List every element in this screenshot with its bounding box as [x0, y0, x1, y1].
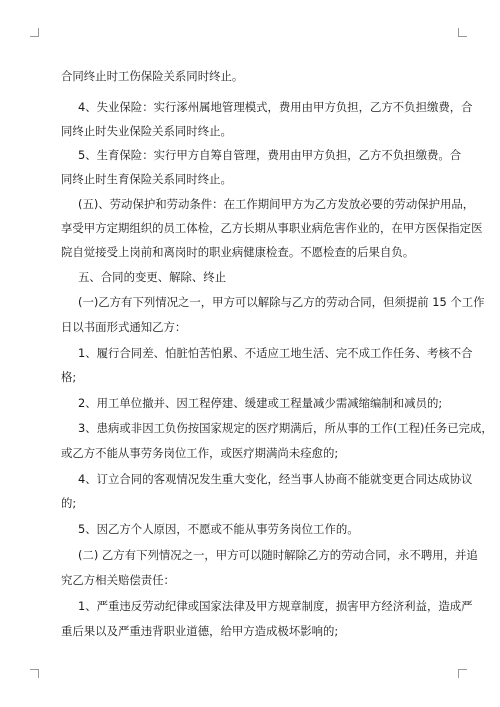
- text-line: 同终止时失业保险关系同时终止。: [61, 124, 232, 138]
- text-line: 合同终止时工伤保险关系同时终止。: [61, 69, 244, 83]
- text-line: 1、履行合同差、怕脏怕苦怕累、不适应工地生活、完不成工作任务、考核不合: [78, 346, 473, 360]
- text-line: 或乙方不能从事劳务岗位工作，或医疗期满尚未痊愈的;: [61, 446, 339, 460]
- text-line: 4、失业保险：实行涿州属地管理模式，费用由甲方负担，乙方不负担缴费，合: [78, 100, 473, 114]
- text-line: 享受甲方定期组织的员工体检，乙方长期从事职业病危害作业的，在甲方医保指定医: [61, 221, 483, 235]
- text-line: 日以书面形式通知乙方：: [61, 320, 187, 334]
- text-line: (二) 乙方有下列情况之一，甲方可以随时解除乙方的劳动合同，永不聘用，并追: [78, 548, 478, 562]
- text-line: (五)、劳动保护和劳动条件：在工作期间甲方为乙方发放必要的劳动保护用品，: [78, 197, 475, 211]
- text-line: 5、生育保险：实行甲方自筹自管理，费用由甲方负担，乙方不负担缴费。合: [78, 148, 462, 162]
- text-line: 的;: [61, 496, 77, 510]
- text-line: 院自觉接受上岗前和离岗时的职业病健康检查。不愿检查的后果自负。: [61, 245, 415, 259]
- text-line: 4、订立合同的客观情况发生重大变化，经当事人协商不能就变更合同达成协议: [78, 472, 473, 486]
- text-line: 同终止时生育保险关系同时终止。: [61, 172, 232, 186]
- text-line: 5、因乙方个人原因，不愿或不能从事劳务岗位工作的。: [78, 522, 359, 536]
- text-line: (一)乙方有下列情况之一，甲方可以解除与乙方的劳动合同，但须提前 15 个工作: [78, 295, 485, 309]
- text-line: 3、患病或非因工负伤按国家规定的医疗期满后，所从事的工作(工程)任务已完成，: [78, 421, 493, 435]
- text-line: 2、用工单位撤并、因工程停建、缓建或工程量减少需减缩编制和减员的;: [78, 396, 443, 410]
- text-line: 重后果以及严重违背职业道德，给甲方造成极坏影响的;: [61, 624, 339, 638]
- text-line: 究乙方相关赔偿责任：: [61, 573, 175, 587]
- text-line: 格;: [61, 370, 77, 384]
- section-heading: 五、合同的变更、解除、终止: [78, 270, 227, 284]
- text-line: 1、严重违反劳动纪律或国家法律及甲方规章制度，损害甲方经济利益，造成严: [78, 599, 473, 613]
